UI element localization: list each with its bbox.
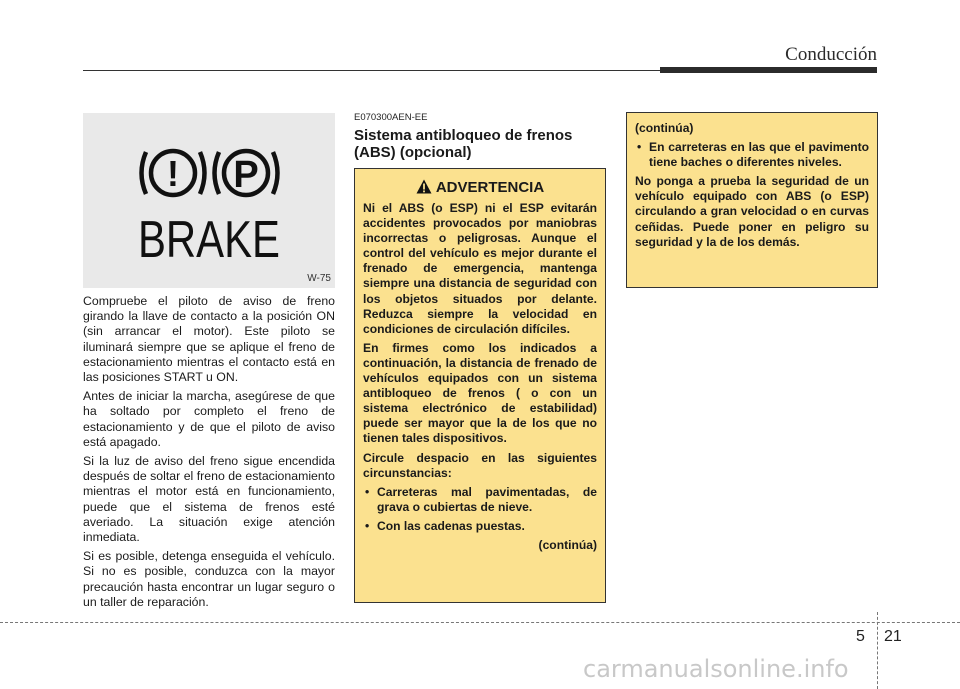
section-title: Conducción xyxy=(785,44,877,65)
continued-list xyxy=(635,140,869,170)
footer-rule xyxy=(0,622,960,623)
brake-word: BRAKE xyxy=(138,211,280,269)
continued-note: (continúa) xyxy=(538,537,597,552)
paragraph: Si es posible, detenga enseguida el vehículo. Si no es posible, conduzca con la mayor precaución hasta encontrar un lugar seguro o un taller de reparación. xyxy=(83,549,335,609)
warning-paragraph: En firmes como los indicados a continuación, la distancia de frenado de vehículos equipados con un sistema antibloqueo de frenos ( o con un sistema electrónico de estabilidad) puede ser mayor que la de los que no tienen tales dispositivos. xyxy=(363,340,597,446)
warning-header xyxy=(363,179,597,197)
list-item: • En carreteras en las que el pavimento tiene baches o diferentes niveles. xyxy=(649,140,869,170)
warning-paragraph: Ni el ABS (o ESP) ni el ESP evitarán accidentes provocados por maniobras incorrectas o peligrosas. Aunque el control del vehículo es mejor durante el frenado de emergencia, mantenga siempre una distancia de seguridad con los objetos situados por delante. Reduzca siempre la velocidad en condiciones de circulación difíciles. xyxy=(363,201,597,336)
warning-paragraph: Circule despacio en las siguientes circunstancias: xyxy=(363,450,597,480)
chapter-number: 5 xyxy=(856,628,865,645)
page-number-separator xyxy=(877,612,878,689)
figure-code: W-75 xyxy=(307,273,331,284)
parking-letter: P xyxy=(233,154,259,196)
paragraph: Antes de iniciar la marcha, asegúrese de que ha soltado por completo el freno de estacionamiento y de que el piloto de aviso está apagado. xyxy=(83,389,335,449)
left-column-text xyxy=(83,294,335,614)
warning-triangle-icon xyxy=(416,179,432,194)
brake-warning-figure xyxy=(83,113,335,288)
continued-paragraph: No ponga a prueba la seguridad de un vehículo equipado con ABS (o ESP) circulando a gran velocidad o en curvas ceñidas. Puede poner en peligro su seguridad y la de los demás. xyxy=(635,174,869,249)
list-item: • Carreteras mal pavimentadas, de grava o cubiertas de nieve. xyxy=(377,485,597,515)
continued-heading: (continúa) xyxy=(635,121,694,135)
continued-warning-box xyxy=(626,112,878,288)
page-number: 21 xyxy=(884,628,902,645)
watermark: carmanualsonline.info xyxy=(583,655,849,683)
section-heading: Sistema antibloqueo de frenos (ABS) (opcional) xyxy=(354,127,573,161)
paragraph: Compruebe el piloto de aviso de freno girando la llave de contacto a la posición ON (sin arrancar el motor). Este piloto se iluminará siempre que se aplique el freno de estacionamiento mientras el contacto está en las posiciones START u ON. xyxy=(83,294,335,385)
section-code: E070300AEN-EE xyxy=(354,112,428,123)
warning-title: ADVERTENCIA xyxy=(435,179,545,196)
warning-box xyxy=(354,168,606,603)
header-rule xyxy=(83,70,663,71)
list-item: • Con las cadenas puestas. xyxy=(377,519,597,534)
warning-list xyxy=(363,485,597,534)
paragraph: Si la luz de aviso del freno sigue encendida después de soltar el freno de estacionamiento mientras el motor está en funcionamiento, puede que el sistema de frenos esté averiado. La situación exige atención inmediata. xyxy=(83,454,335,545)
header-rule-accent xyxy=(660,67,877,73)
exclamation-mark: ! xyxy=(167,153,179,194)
